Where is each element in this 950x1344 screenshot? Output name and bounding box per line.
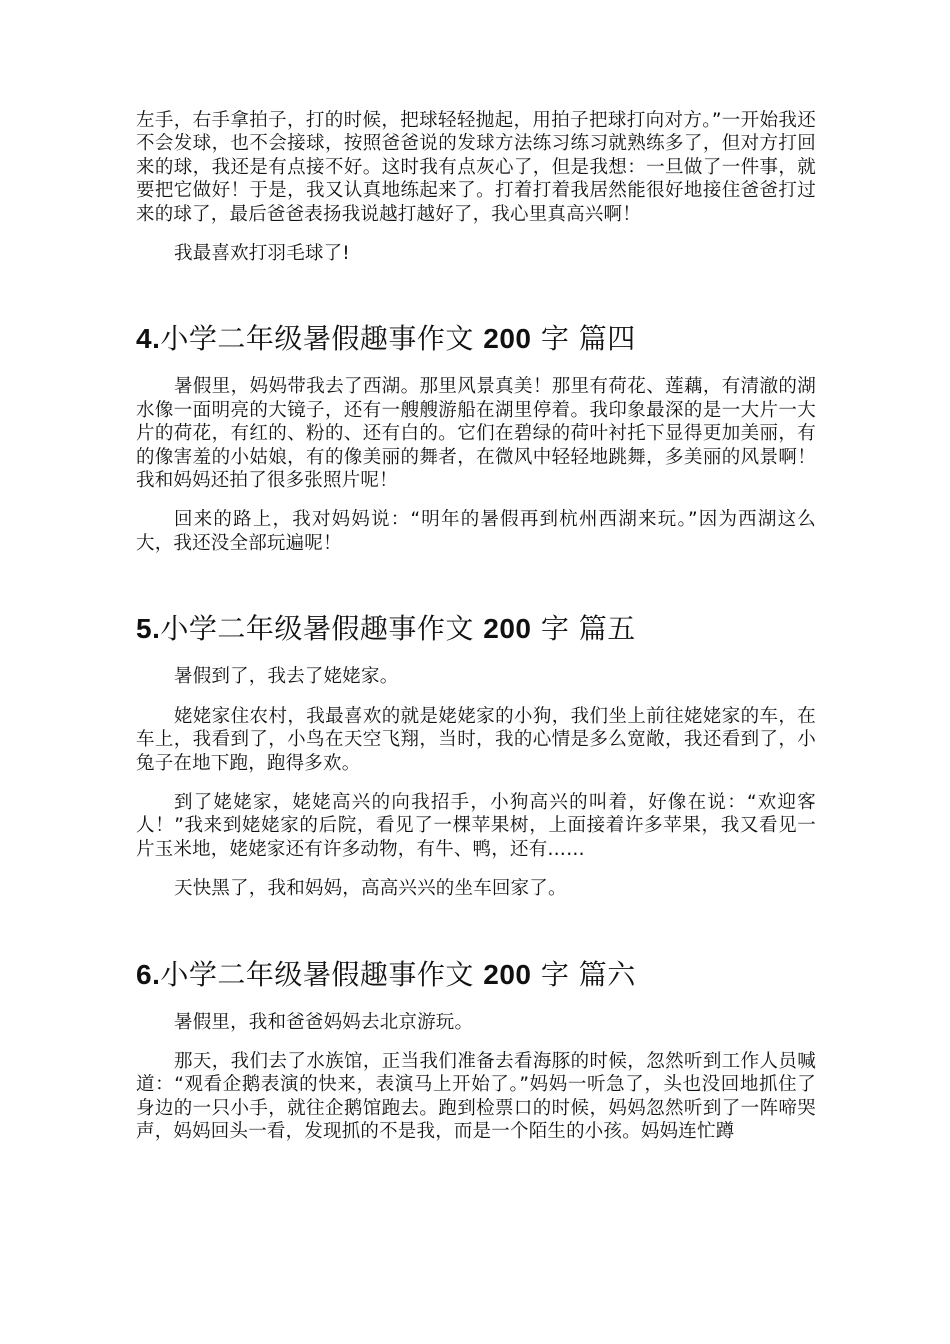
heading-number: 4. — [136, 323, 161, 355]
heading-title: 小学二年级暑假趣事作文 — [160, 957, 474, 991]
section-heading-5 — [136, 611, 816, 647]
section-6-paragraph-2: 那天，我们去了水族馆，正当我们准备去看海豚的时候，忽然听到工作人员喊道：“观看企鹅表演的快来，表演马上开始了。”妈妈一听急了，头也没回地抓住了身边的一只小手，就往企鹅馆跑去。跑到检票口的时候，妈妈忽然听到了一阵啼哭声，妈妈回头一看，发现抓的不是我，而是一个陌生的小孩。妈妈连忙蹲 — [136, 1050, 816, 1143]
heading-suffix: 字 篇四 — [540, 322, 636, 356]
section-4-paragraph-1: 暑假里，妈妈带我去了西湖。那里风景真美！那里有荷花、莲藕，有清澈的湖水像一面明亮的大镜子，还有一艘艘游船在湖里停着。我印象最深的是一大片一大片的荷花，有红的、粉的、还有白的。它们在碧绿的荷叶衬托下显得更加美丽，有的像害羞的小姑娘，有的像美丽的舞者，在微风中轻轻地跳舞，多美丽的风景啊！我和妈妈还拍了很多张照片呢！ — [136, 376, 816, 492]
heading-word-count: 200 — [483, 323, 532, 355]
heading-suffix: 字 篇六 — [540, 957, 636, 991]
section-6-paragraph-1: 暑假里，我和爸爸妈妈去北京游玩。 — [174, 1011, 474, 1033]
section-5-paragraph-4: 天快黑了，我和妈妈，高高兴兴的坐车回家了。 — [174, 878, 567, 900]
heading-word-count: 200 — [483, 958, 532, 990]
heading-number: 6. — [136, 958, 161, 990]
section-heading-6 — [136, 957, 816, 993]
section-5-paragraph-1: 暑假到了，我去了姥姥家。 — [174, 666, 399, 688]
heading-suffix: 字 篇五 — [540, 612, 636, 646]
intro-paragraph-2: 我最喜欢打羽毛球了! — [174, 243, 350, 265]
section-5-paragraph-2: 姥姥家住农村，我最喜欢的就是姥姥家的小狗，我们坐上前往姥姥家的车，在车上，我看到了，小鸟在天空飞翔，当时，我的心情是多么宽敞，我还看到了，小兔子在地下跑，跑得多欢。 — [136, 705, 816, 774]
section-4-paragraph-2: 回来的路上，我对妈妈说：“明年的暑假再到杭州西湖来玩。”因为西湖这么大，我还没全部玩遍呢！ — [136, 509, 816, 554]
section-5-paragraph-3: 到了姥姥家，姥姥高兴的向我招手，小狗高兴的叫着，好像在说：“欢迎客人！”我来到姥姥家的后院，看见了一棵苹果树，上面接着许多苹果，我又看见一片玉米地，姥姥家还有许多动物，有牛、鸭，还有…… — [136, 791, 816, 860]
heading-word-count: 200 — [483, 613, 532, 645]
heading-number: 5. — [136, 613, 161, 645]
document-body — [136, 109, 816, 1144]
heading-title: 小学二年级暑假趣事作文 — [160, 322, 474, 356]
heading-title: 小学二年级暑假趣事作文 — [160, 612, 474, 646]
section-heading-4 — [136, 321, 816, 357]
intro-paragraph-1: 左手，右手拿拍子，打的时候，把球轻轻抛起，用拍子把球打向对方。”一开始我还不会发球，也不会接球，按照爸爸说的发球方法练习练习就熟练多了，但对方打回来的球，我还是有点接不好。这时我有点灰心了，但是我想：一旦做了一件事，就要把它做好！于是，我又认真地练起来了。打着打着我居然能很好地接住爸爸打过来的球了，最后爸爸表扬我说越打越好了，我心里真高兴啊！ — [136, 110, 816, 225]
